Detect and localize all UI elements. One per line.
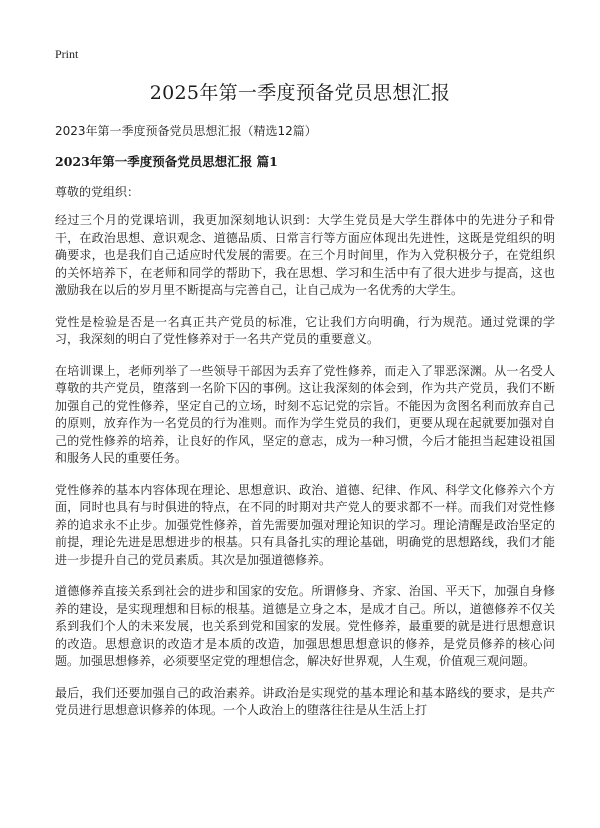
paragraph-3: 在培训课上，老师列举了一些领导干部因为丢弃了党性修养，而走入了罪恶深渊。从一名受人尊敬的共产党员，堕落到一名阶下囚的事例。这让我深刻的体会到，作为共产党员，我们不断加强自己的党性修养，坚定自己的立场，时刻不忘记党的宗旨。不能因为贪图名利而放弃自己的原则，放弃作为一名党员的行为准则。而作为学生党员的我们，更要从现在起就要加强对自己的党性修养的培养，让良好的作风，坚定的意志，成为一种习惯，今后才能担当起建设祖国和服务人民的重要任务。 xyxy=(55,363,555,465)
paragraph-5: 道德修养直接关系到社会的进步和国家的安危。所谓修身、齐家、治国、平天下，加强自身修养的建设，是实现理想和目标的根基。道德是立身之本，是成才自己。所以，道德修养不仅关系到我们个人的未来发展，也关系到党和国家的发展。党性修养，最重要的就是进行思想意识的改造。思想意识的改造才是本质的改造，加强思想思想意识的修养，是党员修养的核心问题。加强思想修养，必须要坚定党的理想信念，解决好世界观，人生观，价值观三观问题。 xyxy=(55,584,555,668)
paragraph-1: 经过三个月的党课培训，我更加深刻地认识到：大学生党员是大学生群体中的先进分子和骨干，在政治思想、意识观念、道德品质、日常言行等方面应体现出先进性，这既是党组织的明确要求，也是我们自己适应时代发展的需要。在三个月时间里，作为入党积极分子，在党组织的关怀培养下，在老师和同学的帮助下，我在思想、学习和生活中有了很大进步与提高，这也激励我在以后的岁月里不断提高与完善自己，让自己成为一名优秀的大学生。 xyxy=(55,213,555,297)
paragraph-4: 党性修养的基本内容体现在理论、思想意识、政治、道德、纪律、作风、科学文化修养六个方面，同时也具有与时俱进的特点，在不同的时期对共产党人的要求都不一样。而我们对党性修养的追求永不止步。加强党性修养，首先需要加强对理论知识的学习。理论清醒是政治坚定的前提，理论先进是思想进步的根基。只有具备扎实的理论基础，明确党的思想路线，我们才能进一步提升自己的党员素质。其次是加强道德修养。 xyxy=(55,482,555,567)
paragraph-6: 最后，我们还要加强自己的政治素养。讲政治是实现党的基本理论和基本路线的要求，是共产党员进行思想意识修养的体现。一个人政治上的堕落往往是从生活上打 xyxy=(55,685,555,717)
document-subtitle: 2023年第一季度预备党员思想汇报（精选12篇） xyxy=(55,124,317,138)
print-link[interactable]: Print xyxy=(55,47,79,61)
body-text xyxy=(55,212,555,734)
document-title: 2025年第一季度预备党员思想汇报 xyxy=(149,82,451,104)
section-heading: 2023年第一季度预备党员思想汇报 篇1 xyxy=(55,154,278,169)
salutation: 尊敬的党组织： xyxy=(55,185,140,199)
paragraph-2: 党性是检验是否是一名真正共产党员的标准，它让我们方向明确，行为规范。通过党课的学习，我深刻的明白了党性修养对于一名共产党员的重要意义。 xyxy=(55,314,555,346)
